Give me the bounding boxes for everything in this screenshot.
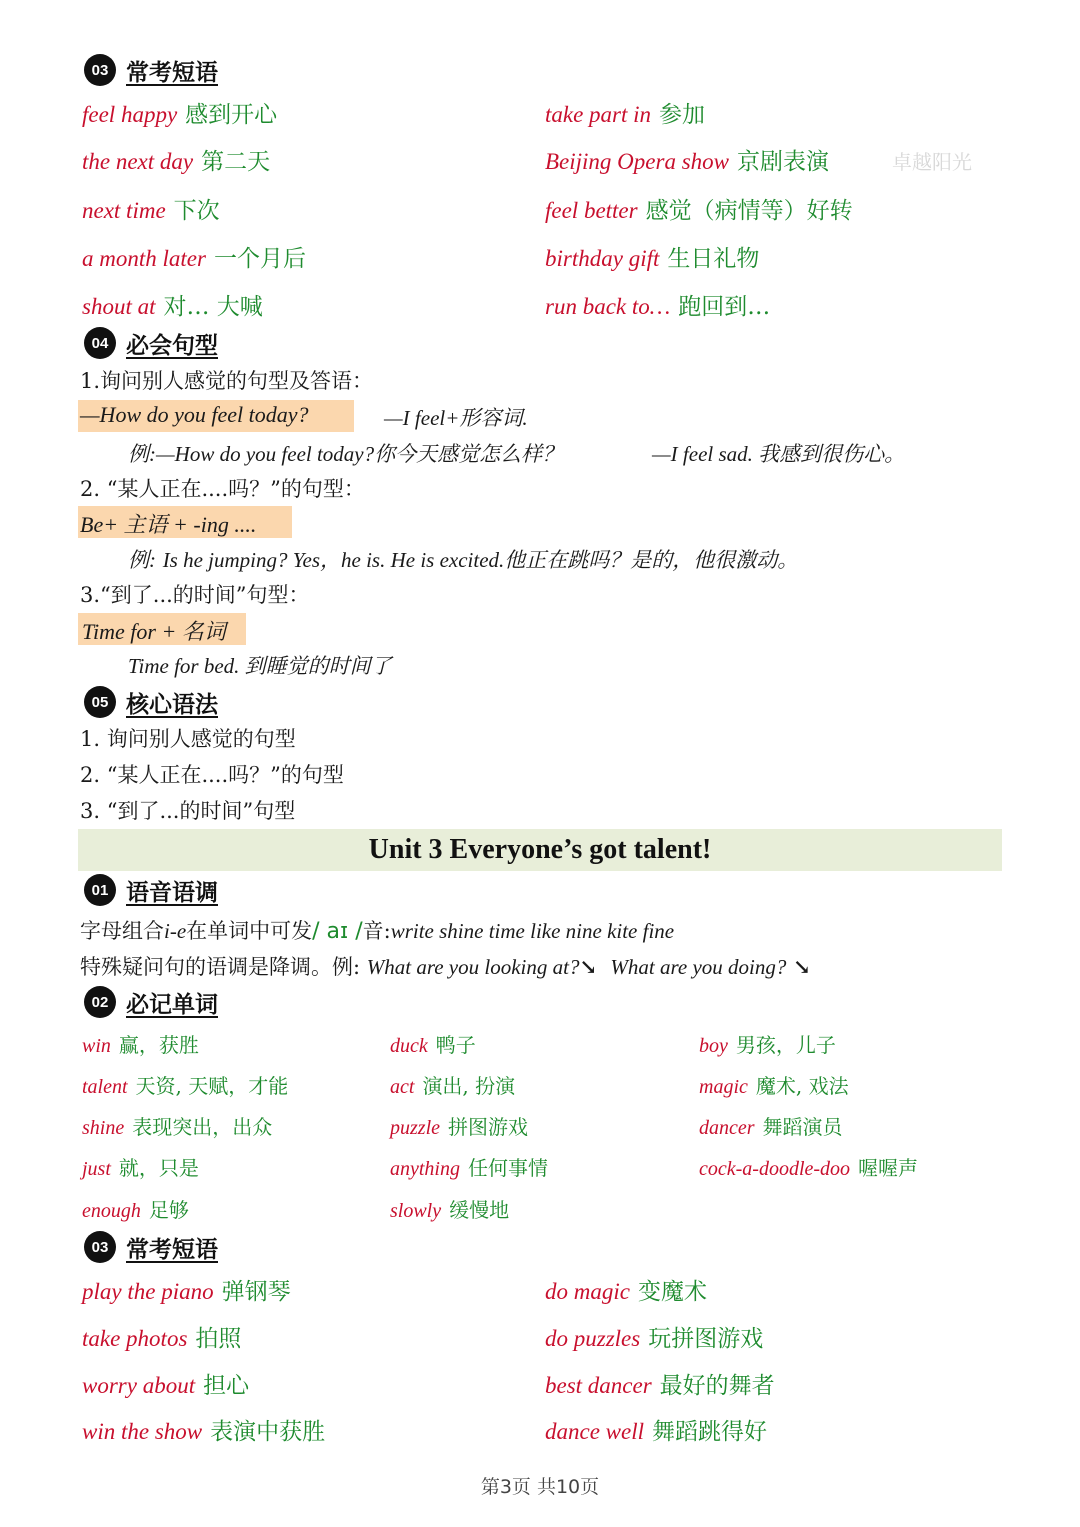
phrase-item: take part in 参加 — [545, 102, 706, 128]
word-item: cock-a-doodle-doo 喔喔声 — [699, 1156, 919, 1180]
pattern-1-answer: —I feel+形容词. — [384, 406, 528, 430]
phrase-item: feel happy 感到开心 — [82, 102, 278, 128]
section-title: 语音语调 — [126, 879, 218, 906]
phrase-item: win the show 表演中获胜 — [82, 1419, 326, 1445]
phrase-item: feel better 感觉（病情等）好转 — [545, 198, 853, 224]
section-title: 必记单词 — [126, 991, 218, 1018]
pattern-1-question: —How do you feel today? — [80, 402, 309, 427]
word-item: anything 任何事情 — [390, 1156, 548, 1180]
pattern-2-example: 例: Is he jumping? Yes，he is. He is excited.他正在跳吗？是的，他很激动。 — [128, 548, 799, 572]
section-title: 核心语法 — [126, 691, 218, 718]
phrase-item: take photos 拍照 — [82, 1326, 242, 1352]
word-item: just 就，只是 — [82, 1156, 199, 1180]
pattern-3-structure: Time for + 名词 — [82, 619, 226, 644]
section-heading-patterns — [84, 326, 218, 360]
word-item: boy 男孩，儿子 — [699, 1033, 836, 1057]
word-item: act 演出, 扮演 — [390, 1074, 516, 1098]
unit-title: Unit 3 Everyone’s got talent! — [368, 834, 712, 865]
word-item: win 赢，获胜 — [82, 1033, 199, 1057]
phrase-item: next time 下次 — [82, 198, 220, 224]
page-number: 第3页 共10页 — [480, 1476, 600, 1498]
phrase-item: birthday gift 生日礼物 — [545, 246, 760, 272]
word-item: duck 鸭子 — [390, 1033, 476, 1057]
section-title: 常考短语 — [126, 59, 218, 86]
section-number-badge: 01 — [84, 874, 116, 906]
section-title: 必会句型 — [126, 332, 218, 359]
phrase-item: run back to… 跑回到… — [545, 294, 771, 320]
grammar-item: 2. “某人正在....吗？”的句型 — [80, 763, 344, 787]
phrase-item: dance well 舞蹈跳得好 — [545, 1419, 767, 1445]
word-item: slowly 缓慢地 — [390, 1198, 510, 1222]
falling-tone-arrow-icon: ↘ — [793, 954, 811, 979]
grammar-item: 1. 询问别人感觉的句型 — [80, 727, 296, 751]
phrase-item: worry about 担心 — [82, 1373, 250, 1399]
phrase-item: best dancer 最好的舞者 — [545, 1373, 775, 1399]
pattern-2-title: 2. “某人正在....吗？”的句型： — [80, 477, 365, 501]
pattern-3-example: Time for bed. 到睡觉的时间了 — [128, 654, 392, 678]
section-heading-words — [84, 985, 218, 1019]
word-item: enough 足够 — [82, 1198, 189, 1222]
section-number-badge: 04 — [84, 327, 116, 359]
pattern-1-example: 例:—How do you feel today?你今天感觉怎么样？ — [128, 442, 564, 466]
phonics-line-2: 特殊疑问句的语调是降调。例: What are you looking at?↘ What are you doing? ↘ — [80, 954, 811, 979]
falling-tone-arrow-icon: ↘ — [579, 954, 598, 979]
phrase-item: Beijing Opera show 京剧表演 — [545, 149, 829, 175]
section-heading-phrases — [84, 1230, 218, 1264]
word-item: dancer 舞蹈演员 — [699, 1115, 843, 1139]
unit-banner — [78, 829, 1002, 871]
pattern-1-title: 1.询问别人感觉的句型及答语： — [80, 369, 374, 393]
phrase-item: do puzzles 玩拼图游戏 — [545, 1326, 764, 1352]
phonetic-symbol: / aɪ / — [312, 919, 363, 944]
watermark: 卓越阳光 — [892, 150, 972, 174]
section-number-badge: 02 — [84, 986, 116, 1018]
phrase-item: a month later 一个月后 — [82, 246, 306, 272]
section-heading-phonics — [84, 873, 218, 907]
section-heading-grammar — [84, 685, 218, 719]
pattern-1-example-answer: —I feel sad. 我感到很伤心。 — [652, 442, 906, 466]
pattern-2-structure: Be+ 主语 + -ing .... — [80, 512, 257, 537]
section-heading-phrases — [84, 53, 218, 87]
phrase-item: the next day 第二天 — [82, 149, 271, 175]
section-number-badge: 05 — [84, 686, 116, 718]
grammar-item: 3. “到了...的时间”句型 — [80, 799, 296, 823]
section-number-badge: 03 — [84, 54, 116, 86]
word-item: shine 表现突出，出众 — [82, 1115, 273, 1139]
section-number-badge: 03 — [84, 1231, 116, 1263]
phrase-item: do magic 变魔术 — [545, 1279, 707, 1305]
word-item: talent 天资, 天赋，才能 — [82, 1074, 289, 1098]
phrase-item: play the piano 弹钢琴 — [82, 1279, 291, 1305]
section-title: 常考短语 — [126, 1236, 218, 1263]
pattern-3-title: 3.“到了...的时间”句型： — [80, 583, 310, 607]
word-item: puzzle 拼图游戏 — [390, 1115, 528, 1139]
phrase-item: shout at 对… 大喊 — [82, 294, 263, 320]
word-item: magic 魔术, 戏法 — [699, 1074, 849, 1098]
phonics-line-1: 字母组合i-e在单词中可发/ aɪ /音:write shine time like nine kite fine — [80, 919, 675, 944]
